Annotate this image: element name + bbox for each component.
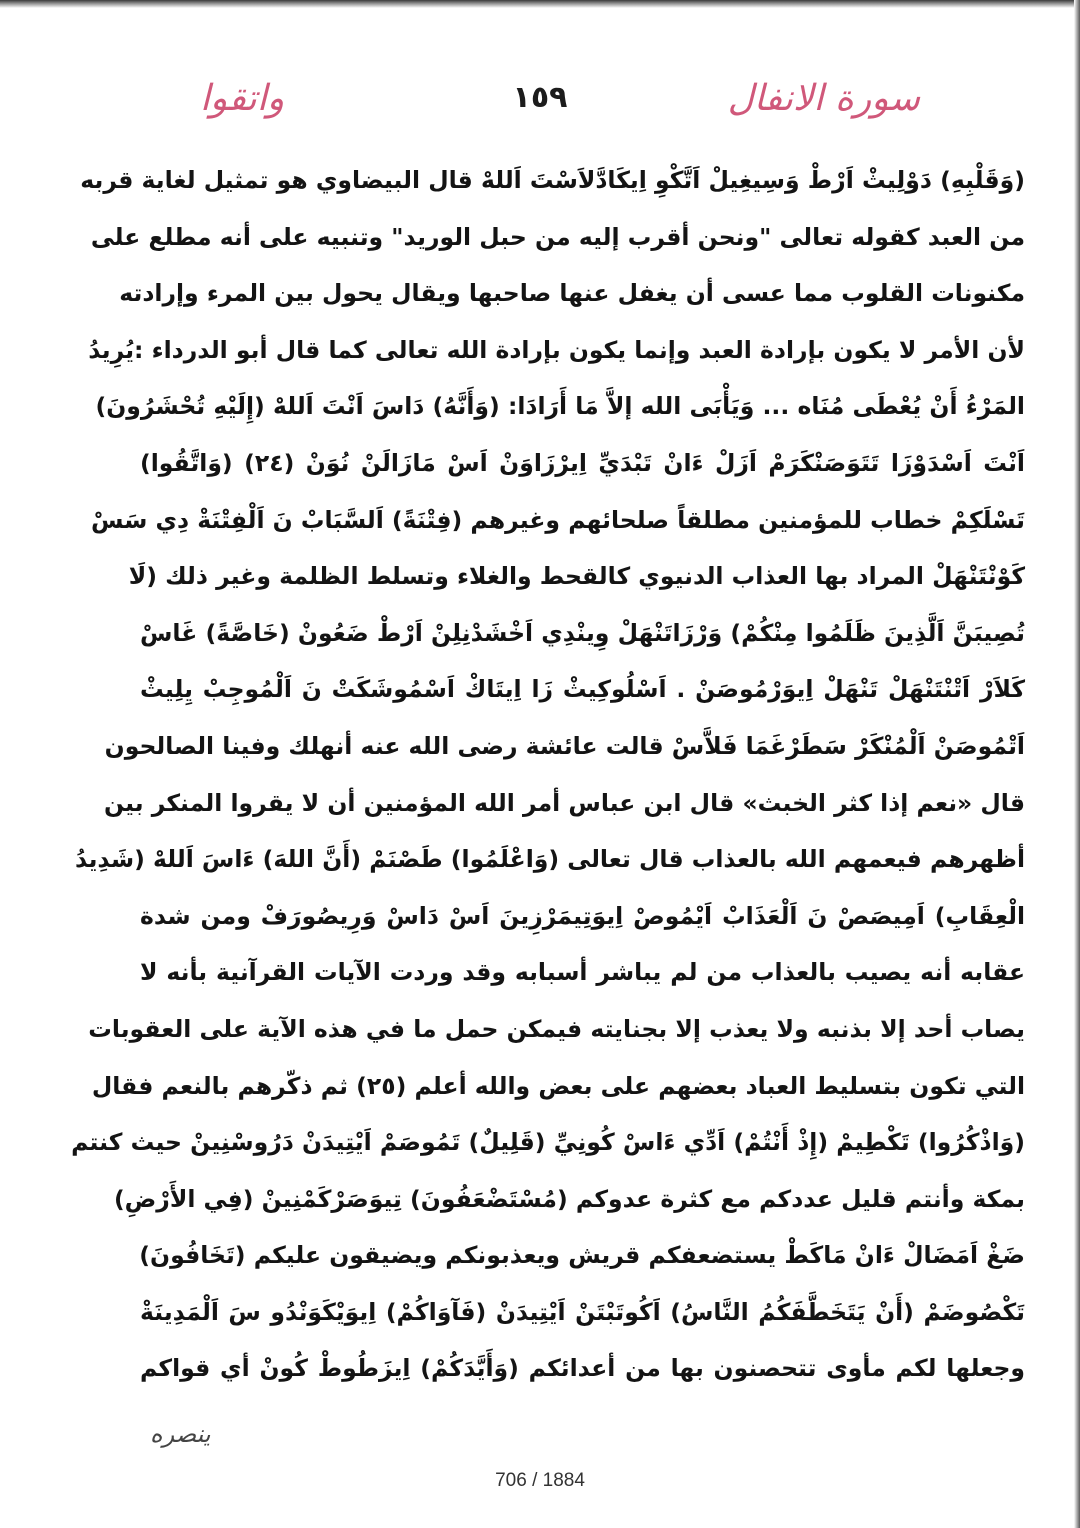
text-line: المَرْءُ أَنْ يُعْطَى مُنَاه ... وَيَأْبَى الله إلاَّ مَا أَرَادَا: (وَأَنَّهُ) دَاسَ اَنْتَ اَللهْ (إِلَيْهِ تُحْشَرُونَ) <box>95 392 1025 421</box>
verse-handwritten-note: واتقوا <box>200 78 285 119</box>
text-line: التي تكون بتسليط العباد بعضهم على بعض والله أعلم (٢٥) ثم ذكّرهم بالنعم فقال <box>91 1071 1025 1100</box>
text-line: (وَقَلْبِهِ) دَوْلِيثْ اَرْطْ وَسِيغِيلْ اَتَّكْوِ اِيكَادَّلاَسْتَ اَللهْ قال البيضاوي هو تمثيل لغاية قربه <box>80 166 1025 194</box>
page-number: ١٥٩ <box>512 80 568 115</box>
text-line: عقابه أنه يصيب بالعذاب من لم يباشر أسبابه وقد وردت الآيات القرآنية بأنه لا <box>140 958 1025 987</box>
scan-edge-right <box>1074 0 1080 1528</box>
text-line: مكنونات القلوب مما عسى أن يغفل عنها صاحبها ويقال يحول بين المرء وإرادته <box>119 279 1025 308</box>
text-line: وجعلها لكم مأوى تتحصنون بها من أعدائكم (وَأَيَّدَكُمْ) اِيزَطُوطْ كُونْ أي قواكم <box>140 1354 1025 1383</box>
page-counter: 706 / 1884 <box>495 1470 585 1491</box>
commentary-body <box>71 152 1025 1397</box>
text-line: تَسْلَكِمْ خطاب للمؤمنين مطلقاً صلحائهم وغيرهم (فِتْنَةً) اَلسَّبَابْ نَ اَلْفِتْنَةْ دِي سَسْ <box>90 505 1025 534</box>
surah-handwritten-note: سورة الانفال <box>727 78 920 119</box>
text-line: الْعِقَابِ) اَمِيصَصْ نَ اَلْعَذَابْ اَيْمُوصْ اِيوَتِيمَرْزِينَ اَسْ دَاسْ وَرِيصُورَفْ ومن شدة <box>140 901 1025 930</box>
text-line: اَتْمُوصَنْ اَلْمُنْكَرْ سَطَرْغَمَا فَلاَّسْ قالت عائشة رضى الله عنه أنهلك وفينا الصالحون <box>104 731 1025 760</box>
text-line: قال «نعم إذا كثر الخبث» قال ابن عباس أمر الله المؤمنين أن لا يقروا المنكر بين <box>104 788 1025 817</box>
text-line: لأن الأمر لا يكون بإرادة العبد وإنما يكون بإرادة الله تعالى كما قال أبو الدرداء :يُرِيدُ <box>88 335 1025 364</box>
text-line: ضَغْ اَمَضَالْ ءَانْ مَاكَطْ يستضعفكم قريش ويعذبونكم ويضيقون عليكم (تَخَافُونَ) <box>139 1241 1025 1270</box>
text-line: اَنْتَ اَسْدَوْزَا تَتَوَصَنْكَرَمْ اَزَلْ ءَانْ تَبْدَيِّ اِيرْزَاوَنْ اَسْ مَازَالَنْ نُوَنْ (٢٤) (وَاتَّقُوا) <box>140 448 1025 477</box>
text-line: كَلاَرْ اَتْنْتَنْهَلْ تَنْهَلْ اِيوَرْمُوصَنْ . اَسْلُوكِيثْ زَا اِيتَاكْ اَسْمُوشَكَتْ نَ اَلْمُوجِبْ يِلِيثْ <box>140 675 1025 704</box>
text-line: بمكة وأنتم قليل عددكم مع كثرة عدوكم (مُسْتَضْعَفُونَ) تِيوَصَرْكَمْنِينْ (فِي الأَرْضِ) <box>113 1184 1025 1213</box>
text-line: يصاب أحد إلا بذنبه ولا يعذب إلا بجنايته فيمكن حمل ما في هذه الآية على العقوبات <box>88 1014 1025 1043</box>
text-line: أظهرهم فيعمهم الله بالعذاب قال تعالى (وَاعْلَمُوا) طَصْنَمْ (أَنَّ اللهَ) ءَاسَ اَللهْ (شَدِيدُ <box>75 845 1025 874</box>
scan-edge-top <box>0 0 1080 8</box>
catchword-note: ينصره <box>150 1420 211 1448</box>
text-line: تَكْصُوضَمْ (أَنْ يَتَخَطَّفَكُمُ النَّاسُ) اَكُوتَبْتَنْ اَيْتِيدَنْ (فَآوَاكُمْ) اِيوَيْكَوَنْدُو سَ اَلْمَدِينَةْ <box>140 1297 1025 1326</box>
text-line: كَوْنْتَنْهَلْ المراد بها العذاب الدنيوي كالقحط والغلاء وتسلط الظلمة وغير ذلك (لَا <box>128 562 1025 591</box>
text-line: من العبد كقوله تعالى "ونحن أقرب إليه من حبل الوريد" وتنبيه على أنه مطلع على <box>90 222 1025 251</box>
text-line: (وَاذْكُرُوا) تَكْطِيمْ (إِذْ أَنْتُمْ) اَدِّي ءَاسْ كُونِيِّ (قَلِيلٌ) تَمُوصَمْ اَيْتِيدَنْ دَرُوسْنِينْ حيث كنتم <box>71 1128 1025 1157</box>
text-line: تُصِيبَنَّ اَلَّذِينَ ظَلَمُوا مِنْكُمْ) وَرْزَاتَنْهَلْ وِينْدِي اَخْشَدْنِلِنْ اَرْطْ ضَعُونْ (خَاصَّةً) غَاسْ <box>140 618 1025 647</box>
